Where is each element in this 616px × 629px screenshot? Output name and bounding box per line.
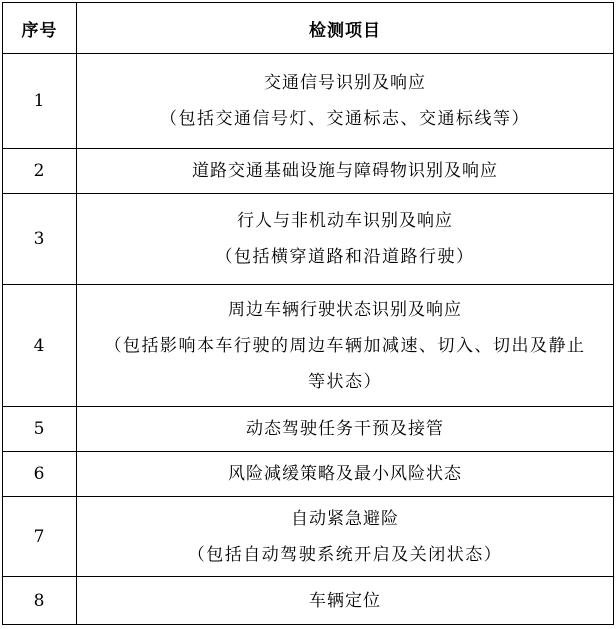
table-row (3, 497, 614, 577)
item-line: 周边车辆行驶状态识别及响应 (228, 299, 462, 320)
row-item (77, 54, 614, 149)
row-item (77, 194, 614, 285)
test-items-table (2, 2, 614, 625)
item-line: 道路交通基础设施与障碍物识别及响应 (192, 161, 498, 181)
row-item (77, 452, 614, 497)
item-line: （包括自动驾驶系统开启及关闭状态） (187, 544, 503, 565)
header-item: 检测项目 (77, 3, 614, 54)
row-item (77, 577, 614, 625)
row-num: 3 (3, 194, 77, 285)
table-row (3, 577, 614, 625)
row-num: 1 (3, 54, 77, 149)
table-row (3, 407, 614, 452)
row-item (77, 149, 614, 194)
row-num: 2 (3, 149, 77, 194)
item-line: 交通信号识别及响应 (264, 73, 426, 93)
table-header-row (3, 3, 614, 54)
item-line: 自动紧急避险 (291, 508, 399, 529)
item-line: （包括影响本车行驶的周边车辆加减速、切入、切出及静止 (104, 335, 586, 356)
row-num: 6 (3, 452, 77, 497)
item-line: 车辆定位 (309, 590, 381, 611)
table-row (3, 452, 614, 497)
row-num: 8 (3, 577, 77, 625)
table-row (3, 194, 614, 285)
header-num: 序号 (3, 3, 77, 54)
item-line: 等状态） (308, 371, 382, 392)
row-num: 7 (3, 497, 77, 577)
item-line: 风险减缓策略及最小风险状态 (228, 464, 462, 484)
item-line: （包括交通信号灯、交通标志、交通标线等） (160, 109, 530, 129)
row-item (77, 285, 614, 407)
table-row (3, 285, 614, 407)
row-num: 5 (3, 407, 77, 452)
item-line: 行人与非机动车识别及响应 (237, 211, 453, 231)
table-row (3, 149, 614, 194)
item-line: （包括横穿道路和沿道路行驶） (215, 247, 475, 267)
item-line: 动态驾驶任务干预及接管 (246, 419, 444, 439)
row-item (77, 497, 614, 577)
row-num: 4 (3, 285, 77, 407)
row-item (77, 407, 614, 452)
table-row (3, 54, 614, 149)
